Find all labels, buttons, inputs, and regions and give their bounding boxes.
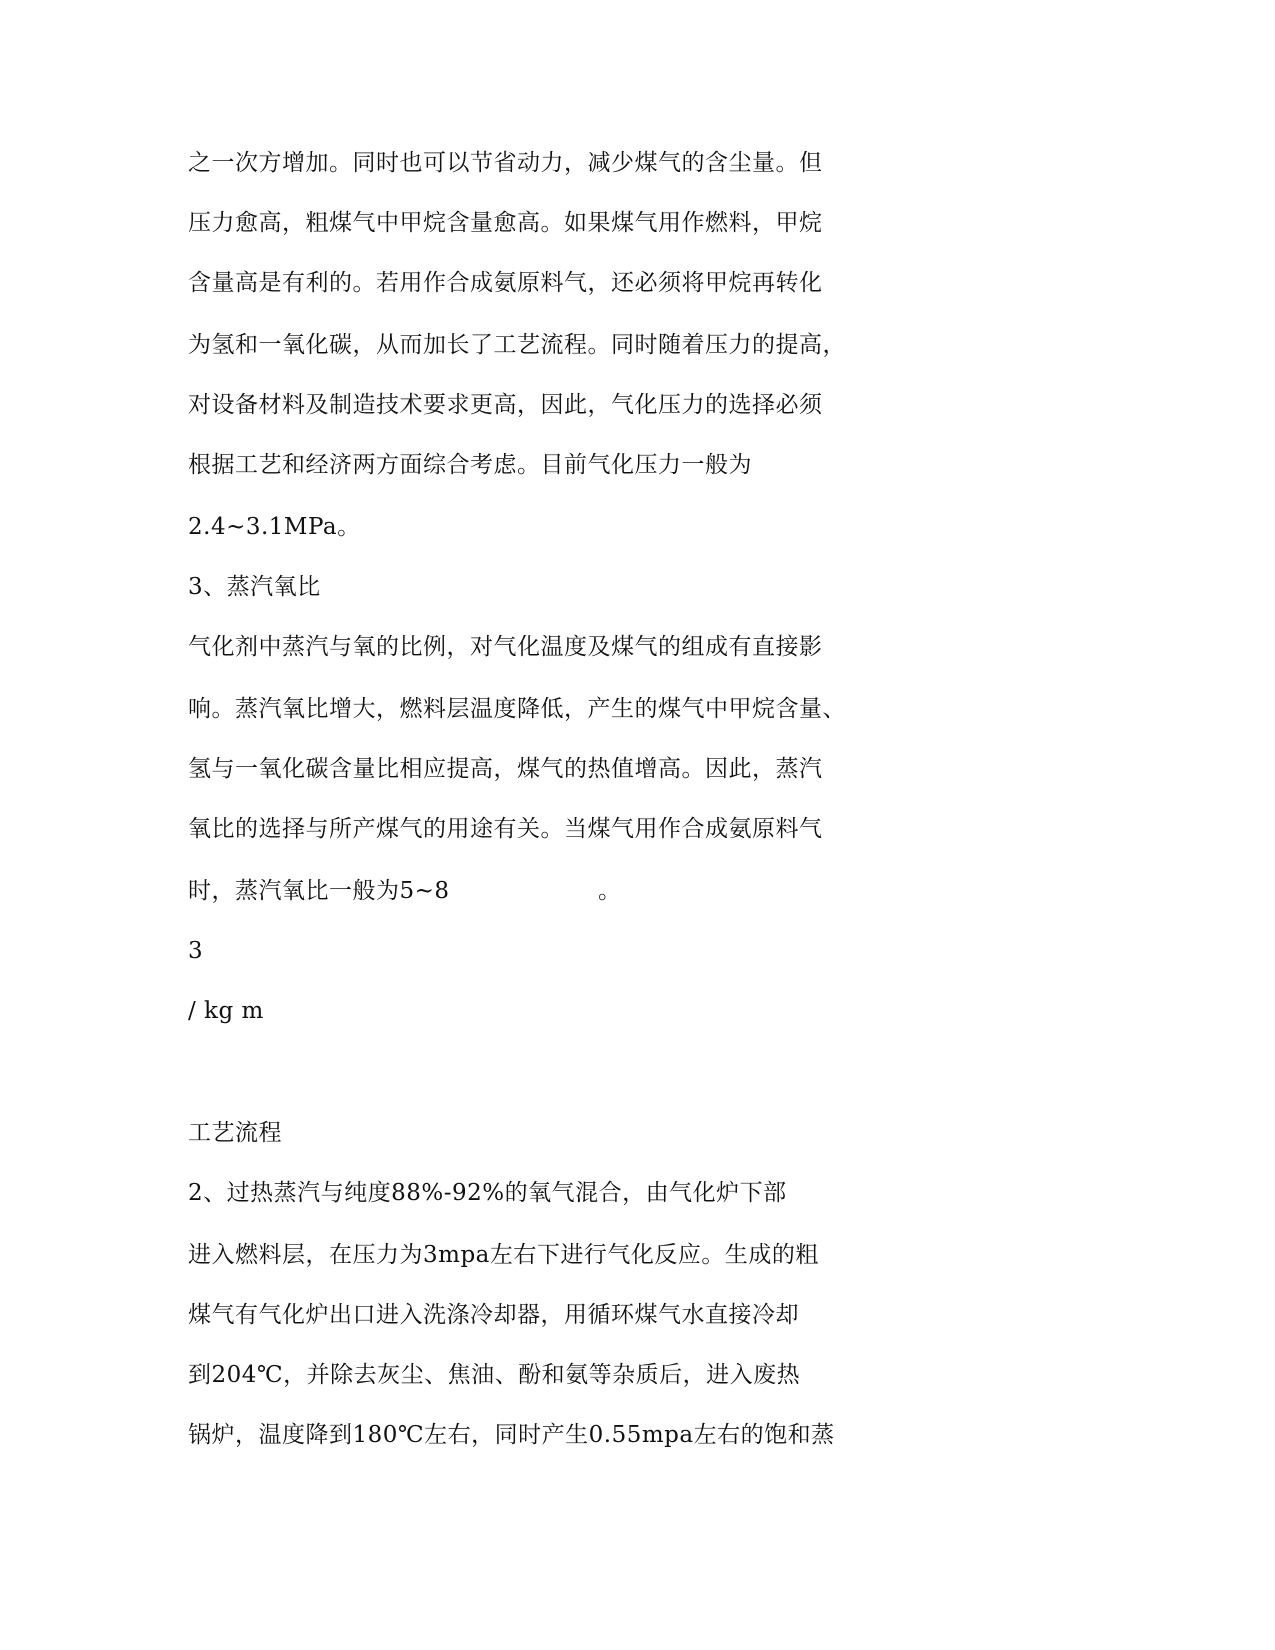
body-text-line: 氢与一氧化碳含量比相应提高，煤气的热值增高。因此，蒸汽: [188, 756, 823, 782]
body-text-line: 氧比的选择与所产煤气的用途有关。当煤气用作合成氨原料气: [188, 816, 823, 842]
body-text-line: 时，蒸汽氧比一般为5~8: [188, 878, 450, 904]
trailing-period: 。: [598, 878, 622, 904]
body-text-line: 对设备材料及制造技术要求更高，因此，气化压力的选择必须: [188, 392, 823, 418]
section-heading: 工艺流程: [188, 1120, 282, 1146]
body-text-line: 锅炉，温度降到180℃左右，同时产生0.55mpa左右的饱和蒸: [188, 1422, 835, 1448]
body-text-line: 压力愈高，粗煤气中甲烷含量愈高。如果煤气用作燃料，甲烷: [188, 210, 823, 236]
body-text-line: 含量高是有利的。若用作合成氨原料气，还必须将甲烷再转化: [188, 270, 823, 296]
body-text-line: 响。蒸汽氧比增大，燃料层温度降低，产生的煤气中甲烷含量、: [188, 696, 846, 722]
body-text-line: 为氢和一氧化碳，从而加长了工艺流程。同时随着压力的提高，: [188, 332, 846, 358]
body-text-line: 气化剂中蒸汽与氧的比例，对气化温度及煤气的组成有直接影: [188, 634, 823, 660]
formula-exponent: 3: [188, 938, 204, 964]
pressure-range-line: 2.4~3.1MPa。: [188, 514, 361, 540]
section-heading: 3、蒸汽氧比: [188, 574, 321, 600]
formula-unit: / kg m: [188, 998, 264, 1024]
body-text-line: 根据工艺和经济两方面综合考虑。目前气化压力一般为: [188, 452, 752, 478]
body-text-line: 之一次方增加。同时也可以节省动力，减少煤气的含尘量。但: [188, 150, 823, 176]
body-text-line: 2、过热蒸汽与纯度88%-92%的氧气混合，由气化炉下部: [188, 1180, 787, 1206]
body-text-line: 进入燃料层，在压力为3mpa左右下进行气化反应。生成的粗: [188, 1242, 819, 1268]
body-text-line: 煤气有气化炉出口进入洗涤冷却器，用循环煤气水直接冷却: [188, 1302, 799, 1328]
body-text-line: 到204℃，并除去灰尘、焦油、酚和氨等杂质后，进入废热: [188, 1362, 801, 1388]
